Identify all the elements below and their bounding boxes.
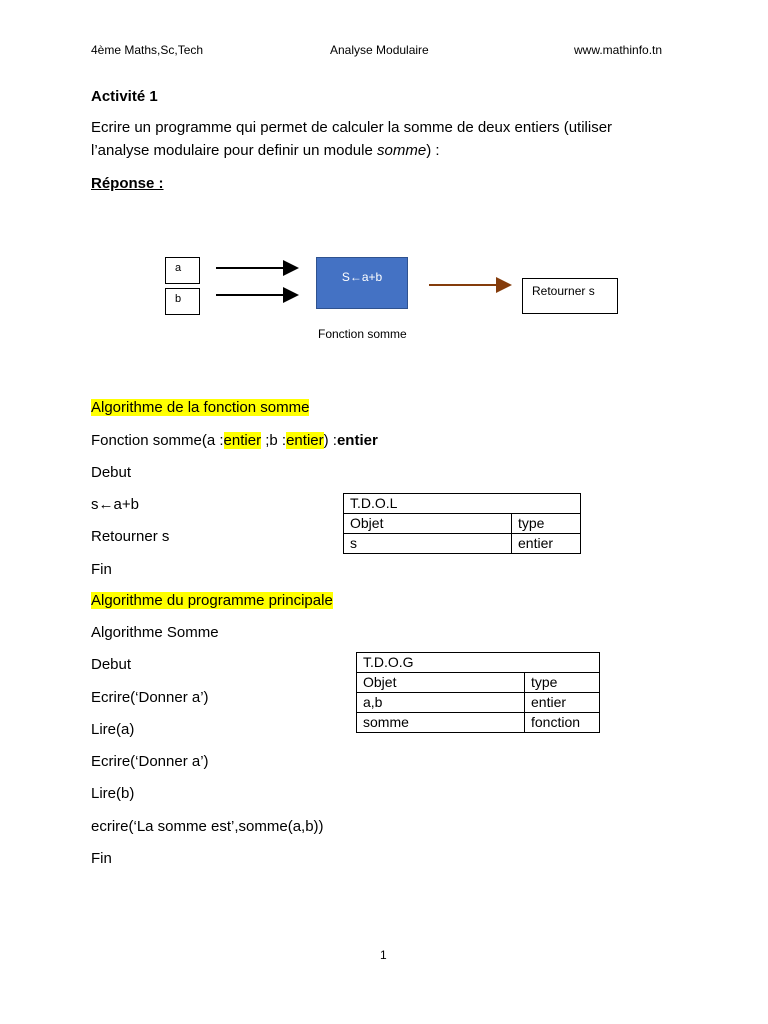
tdol-cell-objet: s [344,534,512,554]
signature-part3: ) : [323,432,337,449]
program-line-4: Lire(a) [91,721,135,738]
tdog-cell-objet: somme [357,713,525,733]
tdol-header-objet: Objet [344,514,512,534]
signature-part1: Fonction somme(a : [91,432,224,449]
input-a-label: a [175,262,182,274]
tdog-table [356,652,600,733]
program-heading [91,592,333,609]
program-line-7: ecrire(‘La somme est’,somme(a,b)) [91,818,324,835]
tdog-cell-type: fonction [525,713,600,733]
program-line-8: Fin [91,850,112,867]
signature-part2: ;b : [261,432,287,449]
function-signature [91,432,378,449]
header-left: 4ème Maths,Sc,Tech [91,43,204,57]
table-row [344,534,581,554]
tdol-title: T.D.O.L [344,494,581,514]
module-caption: Fonction somme [318,327,407,341]
activity-title: Activité 1 [91,88,158,105]
program-heading-text: Algorithme du programme principale [91,592,333,609]
function-line-return: Retourner s [91,528,170,545]
response-label: Réponse : [91,175,164,192]
module-text: S←a+b [341,270,383,284]
program-line-5: Ecrire(‘Donner a’) [91,753,209,770]
program-line-6: Lire(b) [91,785,135,802]
table-row [357,693,600,713]
tdog-cell-objet: a,b [357,693,525,713]
function-heading [91,399,309,416]
tdol-header-type: type [512,514,581,534]
table-row [357,713,600,733]
header-right: www.mathinfo.tn [574,43,663,57]
output-label: Retourner s [532,284,595,298]
tdog-header-type: type [525,673,600,693]
statement-pre: l’analyse modulaire pour definir un module [91,142,377,159]
tdog-title: T.D.O.G [357,653,600,673]
header-center: Analyse Modulaire [330,43,429,57]
module-box [316,257,408,309]
signature-type1: entier [223,432,262,449]
statement-post: ) : [426,142,440,159]
page-number: 1 [380,948,387,962]
program-line-2: Debut [91,656,132,673]
function-line-assign: s←a+b [91,496,139,513]
function-heading-text: Algorithme de la fonction somme [91,399,310,416]
signature-return-type: entier [336,432,378,449]
signature-type2: entier [286,432,324,449]
tdol-table [343,493,581,554]
function-line-fin: Fin [91,561,112,578]
tdog-cell-type: entier [525,693,600,713]
output-box [522,278,618,314]
function-line-debut: Debut [91,464,132,481]
activity-statement-line1: Ecrire un programme qui permet de calculer la somme de deux entiers (utiliser [91,119,613,136]
input-b-label: b [175,293,182,305]
program-line-1: Algorithme Somme [91,624,219,641]
statement-module-name: somme [377,142,427,159]
tdog-header-objet: Objet [357,673,525,693]
tdol-cell-type: entier [512,534,581,554]
program-line-3: Ecrire(‘Donner a’) [91,689,209,706]
